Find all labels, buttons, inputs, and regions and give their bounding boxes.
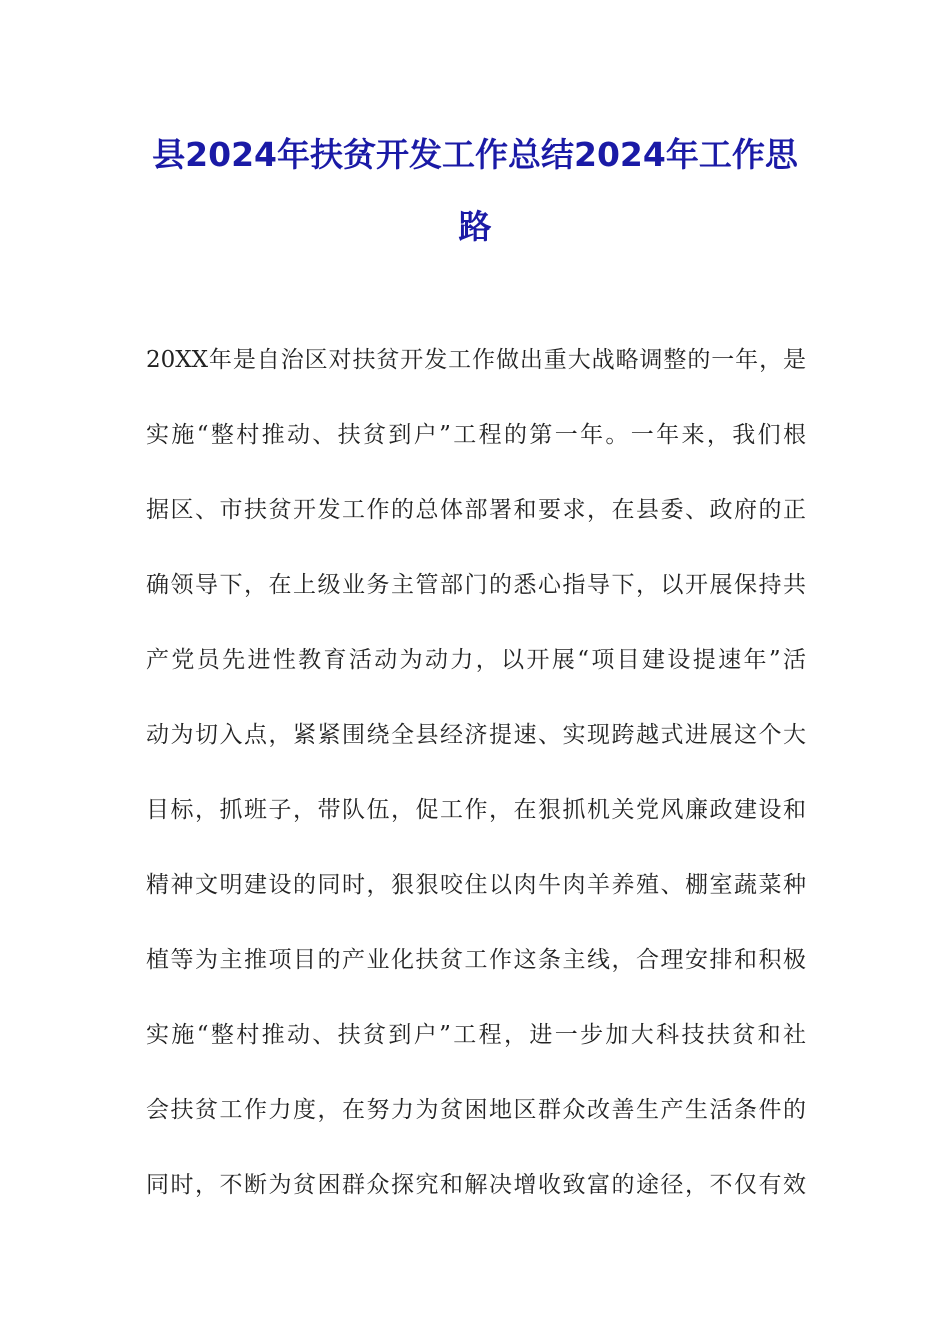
- body-line: 20XX年是自治区对扶贫开发工作做出重大战略调整的一年，是: [146, 347, 806, 373]
- body-line: 动为切入点，紧紧围绕全县经济提速、实现跨越式进展这个大: [146, 722, 806, 748]
- body-line: 目标，抓班子，带队伍，促工作，在狠抓机关党风廉政建设和: [146, 797, 806, 823]
- body-line: 确领导下，在上级业务主管部门的悉心指导下，以开展保持共: [146, 572, 806, 598]
- body-line: 实施“整村推动、扶贫到户”工程的第一年。一年来，我们根: [146, 422, 806, 448]
- document-title-line-2: 路: [458, 207, 492, 246]
- body-line: 会扶贫工作力度，在努力为贫困地区群众改善生产生活条件的: [146, 1097, 806, 1123]
- body-line: 植等为主推项目的产业化扶贫工作这条主线，合理安排和积极: [146, 947, 806, 973]
- body-line: 产党员先进性教育活动为动力，以开展“项目建设提速年”活: [146, 647, 806, 673]
- body-line: 精神文明建设的同时，狠狠咬住以肉牛肉羊养殖、棚室蔬菜种: [146, 872, 806, 898]
- body-line: 实施“整村推动、扶贫到户”工程，进一步加大科技扶贫和社: [146, 1022, 806, 1048]
- document-title-line-1: 县2024年扶贫开发工作总结2024年工作思: [152, 135, 798, 174]
- body-line: 同时，不断为贫困群众探究和解决增收致富的途径，不仅有效: [146, 1172, 806, 1198]
- body-line: 据区、市扶贫开发工作的总体部署和要求，在县委、政府的正: [146, 497, 806, 523]
